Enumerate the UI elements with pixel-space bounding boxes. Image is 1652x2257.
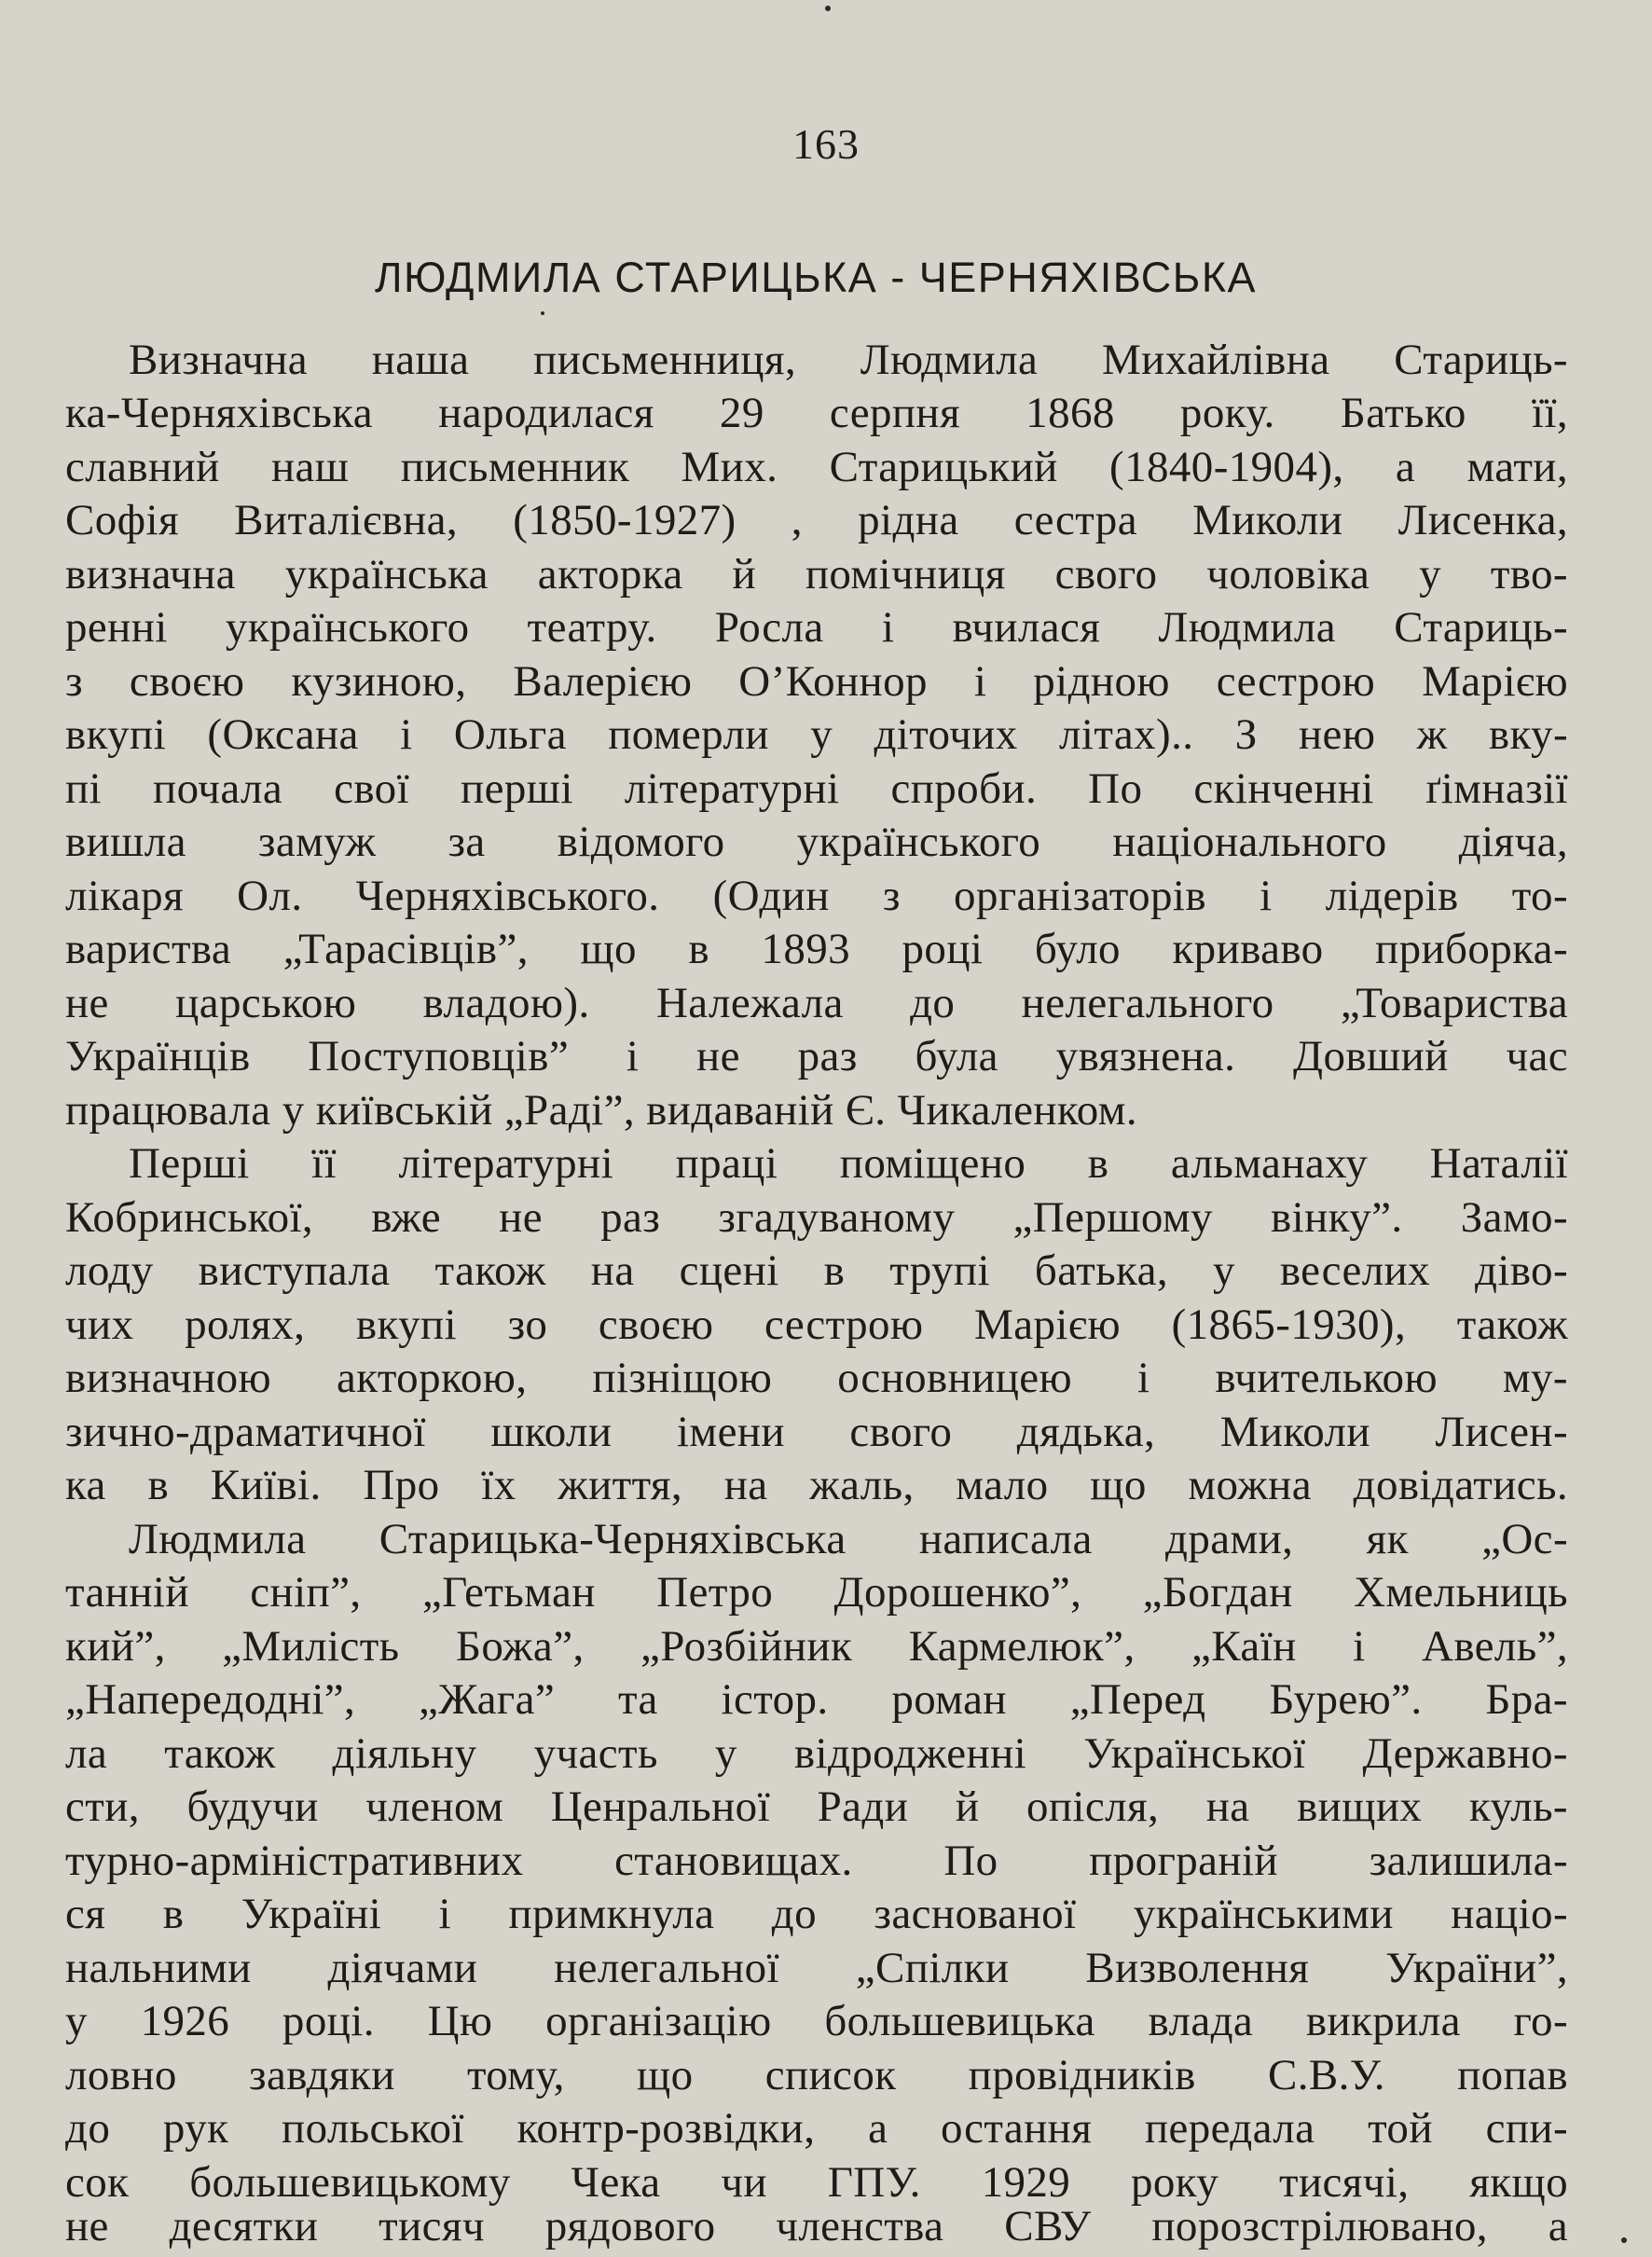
text-line: нальними діячами нелегальної „Спілки Визволення України”, [65, 1944, 1568, 1992]
text-line: Людмила Старицька-Черняхівська написала драми, як „Ос- [129, 1515, 1568, 1563]
text-line: працювала у київській „Раді”, видаваній Є. Чикаленком. [65, 1086, 1138, 1135]
text-line: чих ролях, вкупі зо своєю сестрою Марією (1865-1930), також [65, 1301, 1568, 1349]
text-line: Визначна наша письменниця, Людмила Михайлівна Стариць- [129, 336, 1568, 384]
text-line: Кобринської, вже не раз згадуваному „Першому вінку”. Замо- [65, 1193, 1568, 1242]
text-line: не десятки тисяч рядового членства СВУ порозстрілювано, а [65, 2202, 1568, 2250]
text-line: славний наш письменник Мих. Старицький (1840-1904), а мати, [65, 443, 1568, 491]
text-line: зично-драматичної школи імени свого дядька, Миколи Лисен- [65, 1408, 1568, 1456]
text-line: сок большевицькому Чека чи ГПУ. 1929 року тисячі, якщо [65, 2158, 1568, 2207]
text-line: ренні українського театру. Росла і вчилася Людмила Стариць- [65, 603, 1568, 652]
text-line: „Напередодні”, „Жага” та істор. роман „Перед Бурею”. Бра- [65, 1675, 1568, 1724]
text-line: з своєю кузиною, Валерією О’Коннор і рідною сестрою Марією [65, 657, 1568, 706]
text-line: визначна українська акторка й помічниця свого чоловіка у тво- [65, 550, 1568, 599]
text-line: пі почала свої перші літературні спроби. По скінченні ґімназії [65, 764, 1568, 813]
text-line: ся в Україні і примкнула до заснованої українськими націо- [65, 1890, 1568, 1938]
text-line: танній сніп”, „Гетьман Петро Дорошенко”, „Богдан Хмельниць [65, 1568, 1568, 1617]
text-line: до рук польської контр-розвідки, а остання передала той спи- [65, 2104, 1568, 2153]
print-speck [1621, 2237, 1627, 2243]
text-line: ловно завдяки тому, що список провідників С.В.У. попав [65, 2051, 1568, 2099]
text-line: вкупі (Оксана і Ольга померли у діточих літах).. З нею ж вку- [65, 710, 1568, 759]
text-line: ла також діяльну участь у відродженні Української Державно- [65, 1729, 1568, 1778]
text-line: сти, будучи членом Ценральної Ради й опісля, на вищих куль- [65, 1782, 1568, 1831]
text-line: кий”, „Милість Божа”, „Розбійник Кармелюк”, „Каїн і Авель”, [65, 1622, 1568, 1671]
text-line: Перші її літературні праці поміщено в альманаху Наталії [129, 1139, 1568, 1188]
chapter-title: ЛЮДМИЛА СТАРИЦЬКА - ЧЕРНЯХІВСЬКА [374, 254, 1258, 301]
text-line: вишла замуж за відомого українського національного діяча, [65, 818, 1568, 866]
text-line: Софія Виталієвна, (1850-1927) , рідна сестра Миколи Лисенка, [65, 496, 1568, 544]
text-line: лоду виступала також на сцені в трупі батька, у веселих діво- [65, 1246, 1568, 1295]
text-line: ка-Черняхівська народилася 29 серпня 1868 року. Батько її, [65, 389, 1568, 437]
print-speck [541, 311, 544, 315]
text-line: не царською владою). Належала до нелегального „Товариства [65, 979, 1568, 1027]
print-speck [825, 6, 831, 11]
text-line: у 1926 році. Цю організацію большевицька влада викрила го- [65, 1997, 1568, 2045]
page-number: 163 [792, 120, 860, 168]
text-line: лікаря Ол. Черняхівського. (Один з організаторів і лідерів то- [65, 872, 1568, 920]
text-line: вариства „Тарасівців”, що в 1893 році було криваво приборка- [65, 925, 1568, 973]
text-line: ка в Київі. Про їх життя, на жаль, мало що можна довідатись. [65, 1461, 1568, 1509]
text-line: Українців Поступовців” і не раз була увязнена. Довший час [65, 1032, 1568, 1080]
text-line: визначною акторкою, пізніщою основницею і вчителькою му- [65, 1354, 1568, 1402]
text-line: турно-арміністративних становищах. По програній залишила- [65, 1837, 1568, 1885]
